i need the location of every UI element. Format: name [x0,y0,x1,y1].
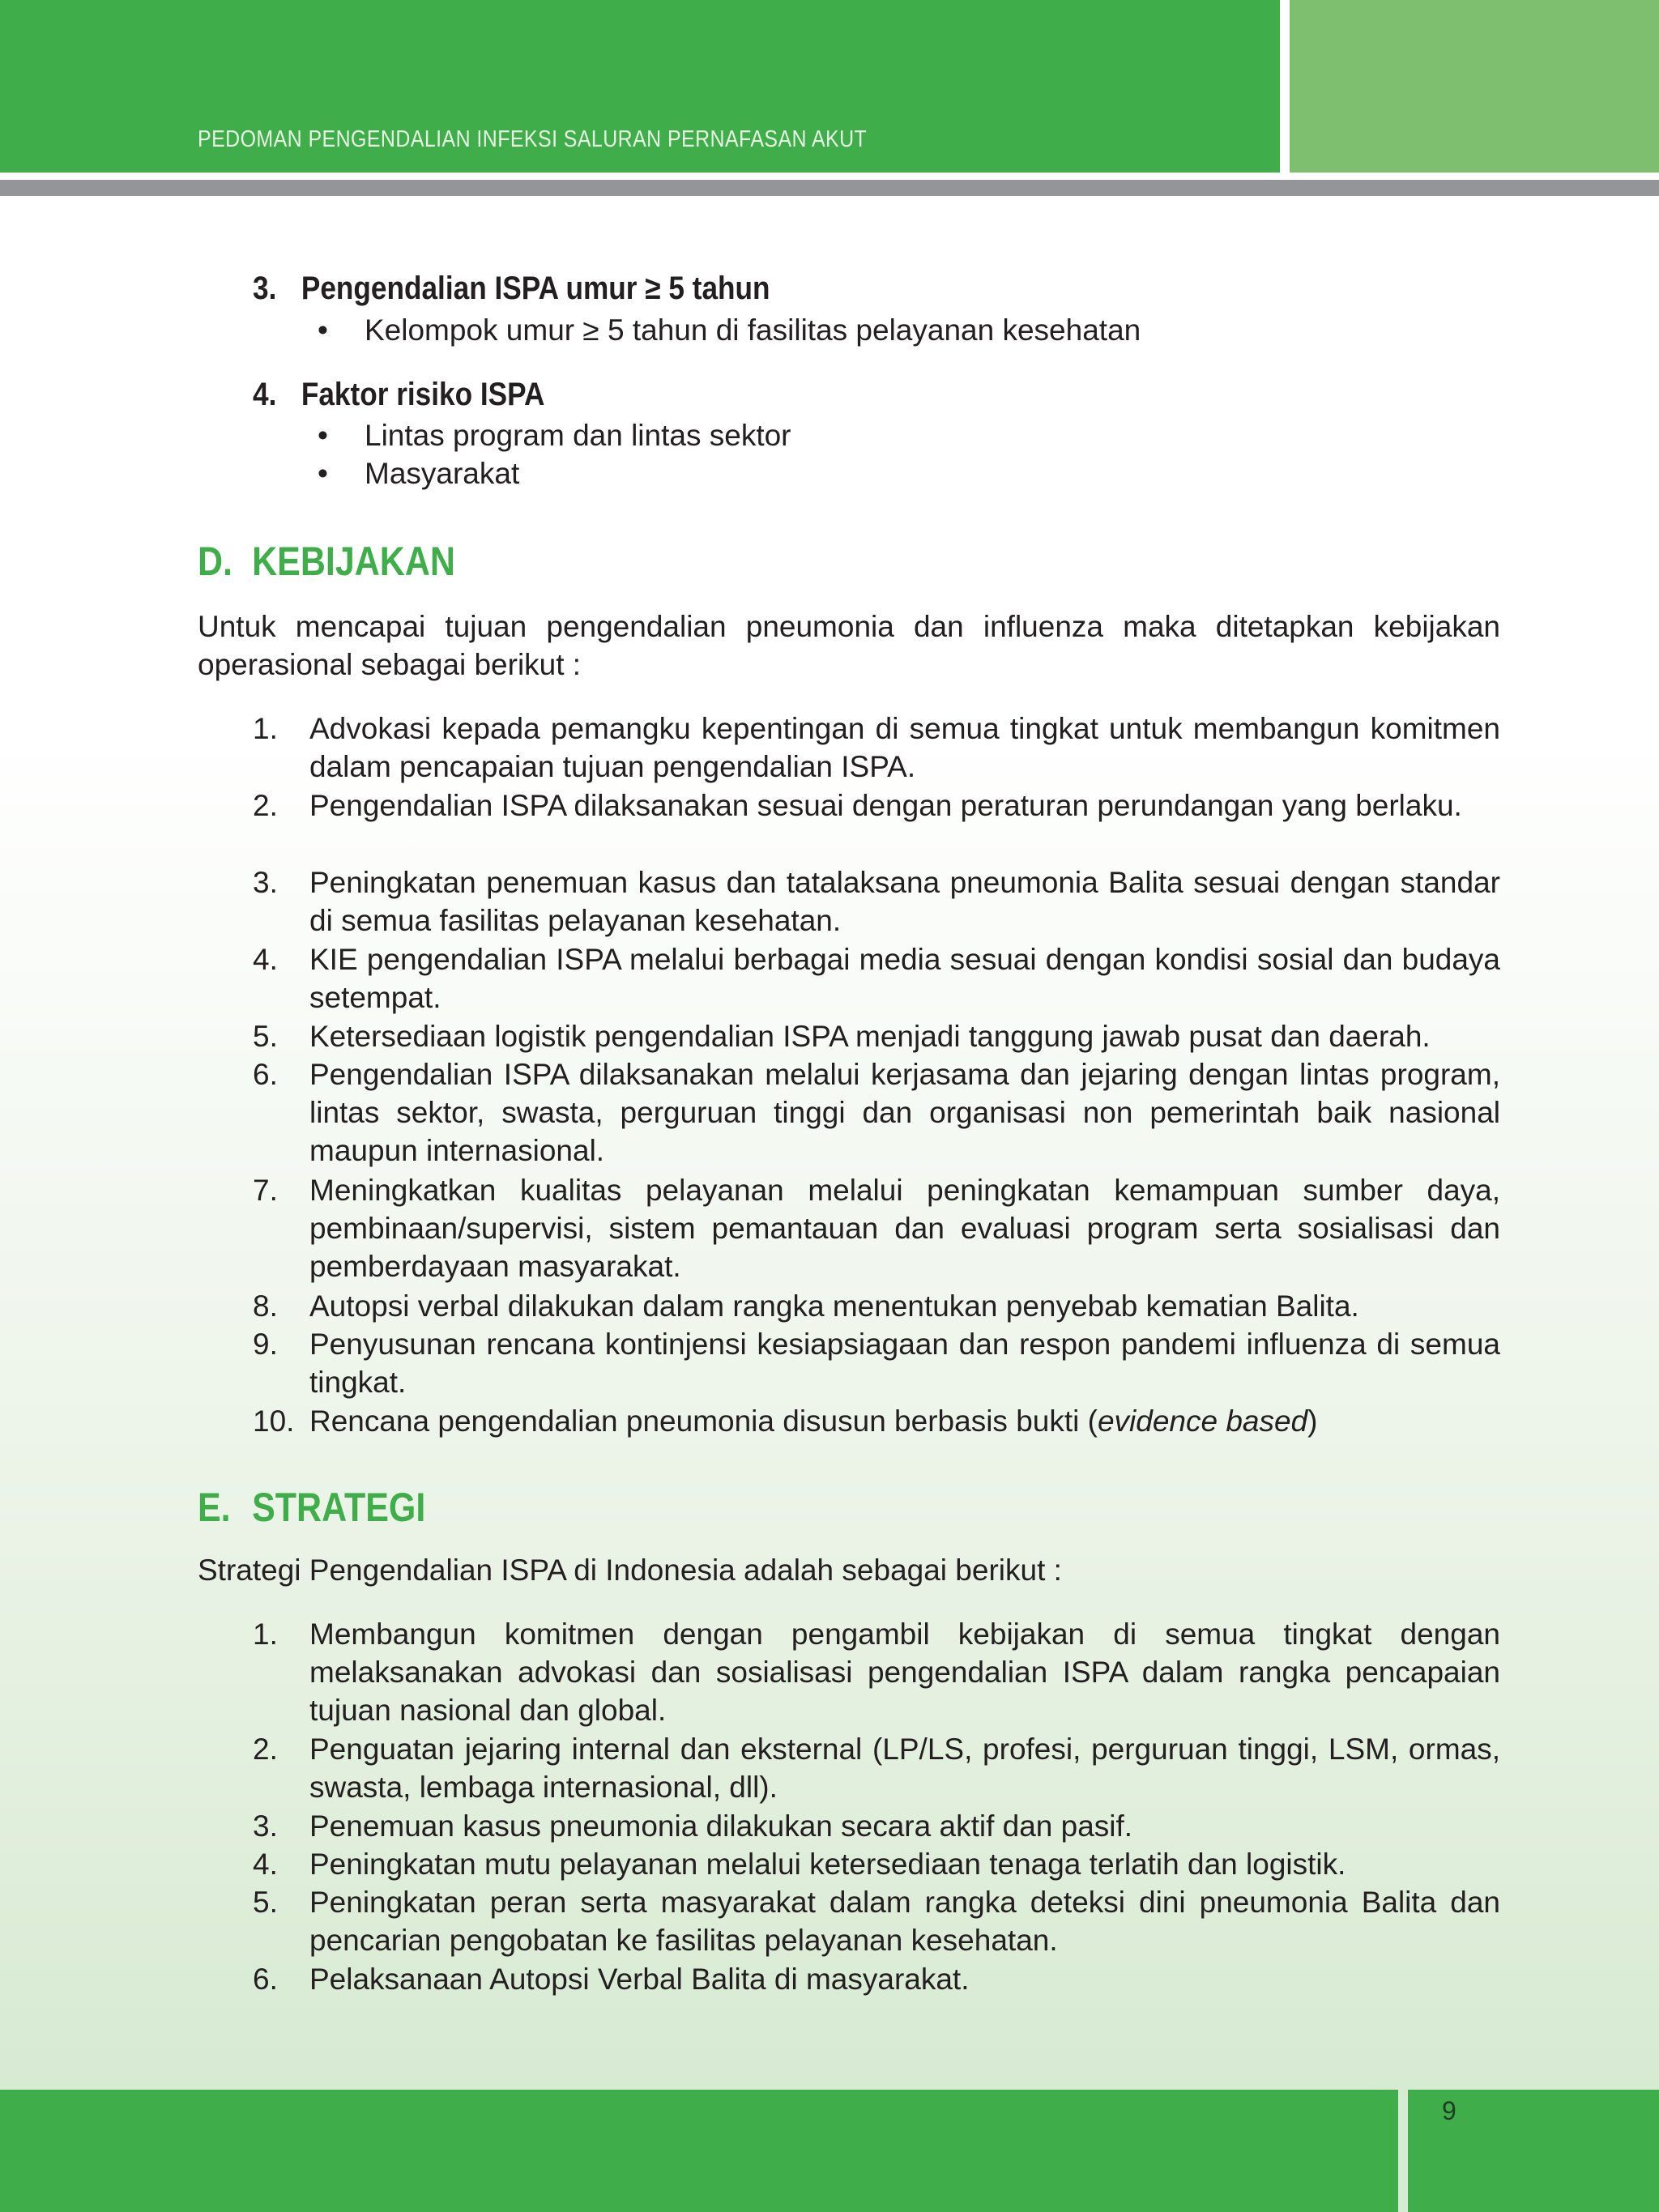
bullet-glyph: • [318,313,328,347]
bullet-text: Masyarakat [365,457,520,490]
list-text: Autopsi verbal dilakukan dalam rangka menentukan penyebab kematian Balita. [309,1289,1359,1323]
subsection-number: 4. [253,377,277,412]
list-text [309,1402,1500,1440]
list-text: Ketersediaan logistik pengendalian ISPA menjadi tanggung jawab pusat dan daerah. [309,1020,1431,1053]
list-number: 7. [253,1174,278,1207]
list-item [253,1017,1500,1055]
bullet-glyph: • [318,457,328,490]
list-text: Peningkatan penemuan kasus dan tatalaksana pneumonia Balita sesuai dengan standar di semua fasilitas pelayanan kesehatan. [309,866,1500,937]
header-divider-bar [0,180,1659,196]
list-number: 6. [253,1963,278,1996]
section-heading-kebijakan [198,538,455,585]
list-number: 5. [253,1886,278,1919]
list-number: 6. [253,1058,278,1091]
list-number: 3. [253,1809,278,1843]
list-item [253,1845,1500,1883]
list-text: Advokasi kepada pemangku kepentingan di semua tingkat untuk membangun komitmen dalam pencapaian tujuan pengendalian ISPA. [309,712,1500,783]
list-text: Penemuan kasus pneumonia dilakukan secara aktif dan pasif. [309,1809,1133,1843]
list-text: KIE pengendalian ISPA melalui berbagai media sesuai dengan kondisi sosial dan budaya setempat. [309,943,1500,1014]
section-heading-strategi [198,1484,425,1531]
page-number: 9 [1442,2096,1456,2125]
list-number: 9. [253,1328,278,1361]
list-text: Pengendalian ISPA dilaksanakan sesuai dengan peraturan perundangan yang berlaku. [309,789,1462,822]
list-number: 4. [253,943,278,976]
list-item [253,1730,1500,1806]
section-intro: Strategi Pengendalian ISPA di Indonesia adalah sebagai berikut : [198,1554,1062,1587]
list-item [253,710,1500,786]
list-text: Pengendalian ISPA dilaksanakan melalui kerjasama dan jejaring dengan lintas program, lintas sektor, swasta, perguruan tinggi dan organisasi non pemerintah baik nasional maupun internasional. [309,1058,1500,1167]
section-title: STRATEGI [252,1485,426,1530]
list-number: 5. [253,1020,278,1053]
list-text-part: Rencana pengendalian pneumonia disusun berbasis bukti ( [309,1404,1098,1438]
list-item [253,940,1500,1016]
subsection-title: Faktor risiko ISPA [301,377,545,412]
list-number: 3. [253,866,278,899]
subsection-number: 3. [253,271,277,306]
section-intro: Untuk mencapai tujuan pengendalian pneumonia dan influenza maka ditetapkan kebijakan operasional sebagai berikut : [198,610,1500,681]
list-item [253,1960,1500,1998]
section-letter: D. [198,539,232,584]
list-number: 1. [253,712,278,745]
list-text: Membangun komitmen dengan pengambil kebijakan di semua tingkat dengan melaksanakan advokasi dan sosialisasi pengendalian ISPA dalam rangka pencapaian tujuan nasional dan global. [309,1617,1500,1727]
bullet-text: Kelompok umur ≥ 5 tahun di fasilitas pelayanan kesehatan [365,313,1141,347]
list-number: 2. [253,789,278,822]
list-number: 8. [253,1289,278,1323]
list-item [253,1402,1500,1440]
list-text-part: ) [1307,1404,1318,1438]
list-item [253,786,1500,825]
list-item [253,1615,1500,1729]
list-item [253,1883,1500,1959]
section-letter: E. [198,1485,231,1530]
list-item [253,1807,1500,1845]
subsection-heading-4 [253,377,544,413]
list-text: Penguatan jejaring internal dan eksternal (LP/LS, profesi, perguruan tinggi, LSM, ormas, swasta, lembaga internasional, dll). [309,1733,1500,1804]
section-title: KEBIJAKAN [252,539,455,584]
list-number: 2. [253,1733,278,1766]
list-text: Pelaksanaan Autopsi Verbal Balita di masyarakat. [309,1963,970,1996]
list-number: 10. [253,1404,295,1438]
list-item [253,1325,1500,1401]
list-text: Meningkatkan kualitas pelayanan melalui peningkatan kemampuan sumber daya, pembinaan/supervisi, sistem pemantauan dan evaluasi program serta sosialisasi dan pemberdayaan masyarakat. [309,1174,1500,1283]
footer-band [0,2090,1398,2212]
list-item [253,1287,1500,1325]
list-text-italic: evidence based [1097,1404,1308,1438]
running-header-title: PEDOMAN PENGENDALIAN INFEKSI SALURAN PERNAFASAN AKUT [198,126,868,152]
list-item [253,1171,1500,1285]
list-text: Peningkatan peran serta masyarakat dalam rangka deteksi dini pneumonia Balita dan pencarian pengobatan ke fasilitas pelayanan kesehatan. [309,1886,1500,1957]
list-item [253,863,1500,940]
list-number: 4. [253,1848,278,1881]
subsection-heading-3 [253,271,770,307]
bullet-text: Lintas program dan lintas sektor [365,419,791,452]
list-item [253,1055,1500,1170]
list-text: Penyusunan rencana kontinjensi kesiapsiagaan dan respon pandemi influenza di semua tingkat. [309,1328,1500,1399]
list-text: Peningkatan mutu pelayanan melalui ketersediaan tenaga terlatih dan logistik. [309,1848,1346,1881]
subsection-title: Pengendalian ISPA umur ≥ 5 tahun [301,271,770,306]
bullet-glyph: • [318,419,328,452]
list-number: 1. [253,1617,278,1651]
header-accent-block [1290,0,1659,173]
